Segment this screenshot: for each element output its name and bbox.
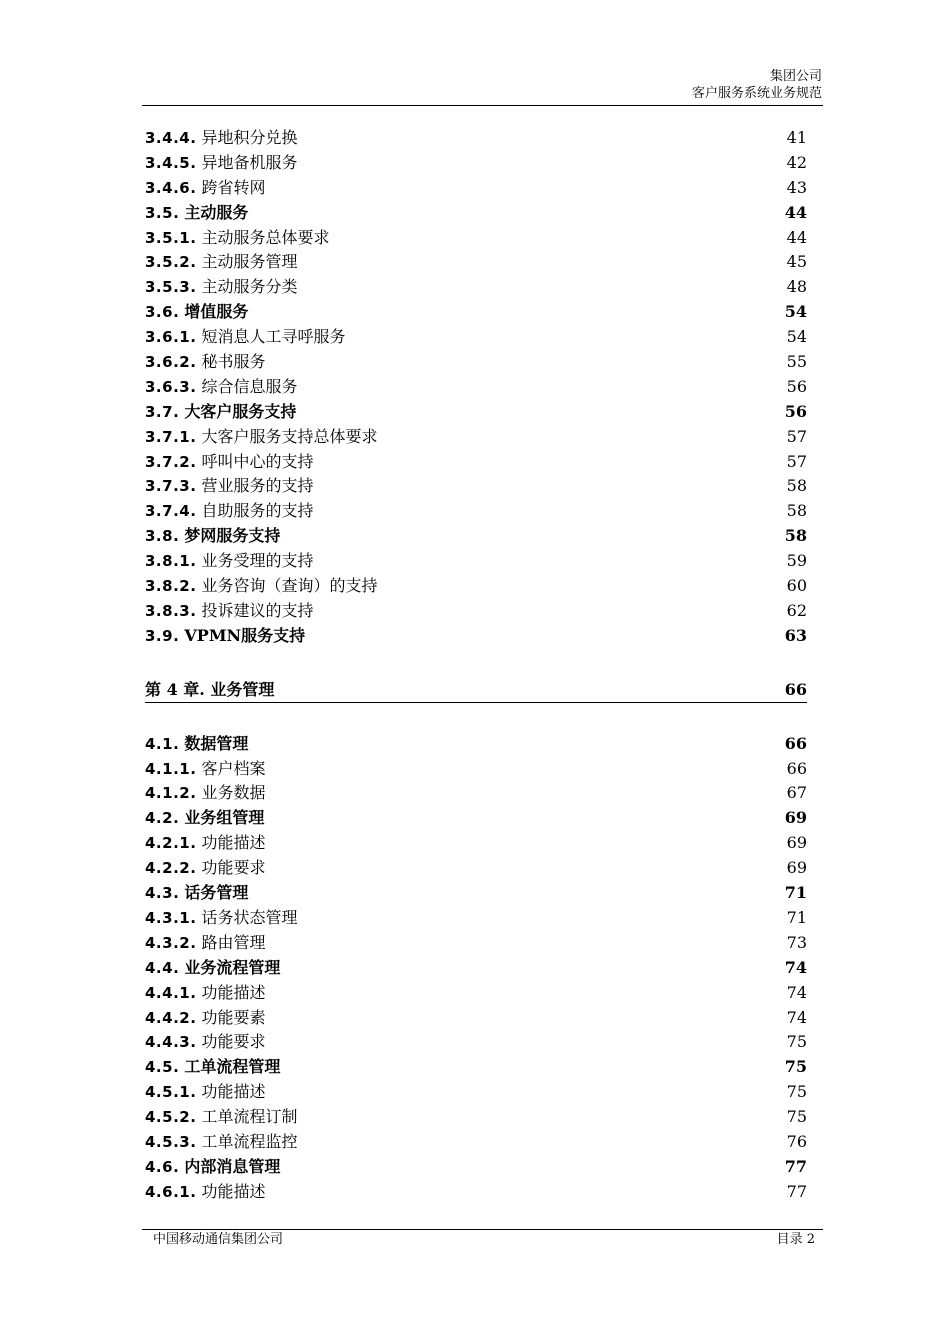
toc-entry-number: 3.4.5. bbox=[145, 153, 197, 172]
toc-entry[interactable] bbox=[145, 350, 807, 375]
toc-entry-number: 4.2.1. bbox=[145, 834, 197, 853]
toc-entry-number: 4.4.3. bbox=[145, 1033, 197, 1052]
toc-entry-number: 3.7.2. bbox=[145, 452, 197, 471]
toc-entry[interactable] bbox=[145, 1155, 807, 1180]
toc-entry[interactable] bbox=[145, 981, 807, 1006]
toc-entry[interactable] bbox=[145, 856, 807, 881]
toc-entry-page: 69 bbox=[784, 808, 807, 828]
toc-entry-page: 57 bbox=[786, 426, 807, 446]
toc-entry-title: 主动服务总体要求 bbox=[201, 227, 330, 247]
toc-entry-number: 3.6. bbox=[145, 303, 180, 322]
toc-entry-title: 话务管理 bbox=[184, 883, 249, 903]
toc-entry-title: 业务咨询（查询）的支持 bbox=[201, 576, 378, 596]
toc-entry-page: 76 bbox=[786, 1131, 807, 1151]
toc-entry-number: 4.4.1. bbox=[145, 983, 197, 1002]
toc-entry[interactable] bbox=[145, 201, 807, 226]
toc-entry-title: 增值服务 bbox=[184, 302, 249, 322]
toc-entry-title: 主动服务 bbox=[184, 202, 249, 222]
toc-entry[interactable] bbox=[145, 574, 807, 599]
toc-entry-number: 4.1.2. bbox=[145, 784, 197, 803]
toc-entry-title: 内部消息管理 bbox=[184, 1156, 281, 1176]
toc-entry-page: 75 bbox=[786, 1082, 807, 1102]
toc-entry-page: 75 bbox=[784, 1057, 807, 1077]
toc-entry-title: 功能描述 bbox=[201, 982, 266, 1002]
toc-entry[interactable] bbox=[145, 151, 807, 176]
footer-page-label: 目录 2 bbox=[776, 1232, 815, 1247]
toc-entry[interactable] bbox=[145, 806, 807, 831]
toc-entry-number: 3.5.1. bbox=[145, 228, 197, 247]
toc-entry-title: 主动服务分类 bbox=[201, 277, 298, 297]
toc-entry-number: 4.3.2. bbox=[145, 933, 197, 952]
toc-entry-page: 60 bbox=[786, 576, 807, 596]
toc-entry-title: 异地积分兑换 bbox=[201, 128, 298, 147]
toc-chapter-entry[interactable] bbox=[145, 678, 807, 703]
toc-entry[interactable] bbox=[145, 906, 807, 931]
toc-entry-page: 42 bbox=[786, 152, 807, 172]
toc-entry-number: 4.2.2. bbox=[145, 859, 197, 878]
toc-entry-page: 69 bbox=[786, 833, 807, 853]
toc-entry-number: 3.7.3. bbox=[145, 477, 197, 496]
toc-entry-page: 44 bbox=[786, 227, 807, 247]
toc-entry-number: 4.4.2. bbox=[145, 1008, 197, 1027]
toc-entry-number: 3.9. bbox=[145, 626, 180, 645]
toc-entry-number: 4.6.1. bbox=[145, 1182, 197, 1201]
toc-entry-title: 工单流程订制 bbox=[201, 1107, 298, 1127]
toc-entry[interactable] bbox=[145, 624, 807, 649]
toc-entry-number: 3.8.3. bbox=[145, 601, 197, 620]
toc-entry[interactable] bbox=[145, 1030, 807, 1055]
toc-entry-number: 3.7. bbox=[145, 402, 180, 421]
toc-entry-page: 66 bbox=[784, 733, 807, 753]
toc-entry[interactable] bbox=[145, 1180, 807, 1205]
toc-entry-title: 功能描述 bbox=[201, 1082, 266, 1102]
toc-entry-number: 3.6.3. bbox=[145, 377, 197, 396]
toc-entry-number: 4.3.1. bbox=[145, 908, 197, 927]
toc-entry-number: 4.1.1. bbox=[145, 759, 197, 778]
toc-entry-title: 短消息人工寻呼服务 bbox=[201, 327, 346, 347]
toc-entry-number: 3.4.6. bbox=[145, 178, 197, 197]
table-of-contents bbox=[145, 126, 807, 1205]
toc-entry-title: 功能描述 bbox=[201, 833, 266, 853]
toc-entry-page: 56 bbox=[786, 376, 807, 396]
toc-entry-title: 主动服务管理 bbox=[201, 252, 298, 272]
toc-entry-title: 大客户服务支持总体要求 bbox=[201, 426, 378, 446]
toc-entry-title: 功能要素 bbox=[201, 1007, 266, 1027]
toc-entry-number: 4.6. bbox=[145, 1157, 180, 1176]
toc-entry[interactable] bbox=[145, 732, 807, 757]
toc-entry[interactable] bbox=[145, 400, 807, 425]
toc-entry-number: 3.8.2. bbox=[145, 577, 197, 596]
toc-entry-page: 77 bbox=[786, 1181, 807, 1201]
header-divider bbox=[142, 105, 823, 106]
toc-entry[interactable] bbox=[145, 275, 807, 300]
toc-entry-page: 69 bbox=[786, 858, 807, 878]
toc-entry-page: 74 bbox=[786, 1007, 807, 1027]
toc-entry-number: 3.5.2. bbox=[145, 253, 197, 272]
toc-entry-title: 工单流程管理 bbox=[184, 1057, 281, 1077]
toc-entry-number: 3.6.1. bbox=[145, 328, 197, 347]
toc-entry-page: 66 bbox=[786, 758, 807, 778]
toc-entry-page: 71 bbox=[786, 907, 807, 927]
toc-entry[interactable] bbox=[145, 549, 807, 574]
toc-entry-page: 57 bbox=[786, 451, 807, 471]
toc-entry-title: 大客户服务支持 bbox=[184, 401, 297, 421]
footer-divider bbox=[142, 1229, 823, 1230]
toc-spacer bbox=[145, 703, 807, 732]
chapter-title: 第 4 章. 业务管理 bbox=[145, 679, 275, 699]
toc-entry[interactable] bbox=[145, 1055, 807, 1080]
toc-entry-title: 呼叫中心的支持 bbox=[201, 451, 314, 471]
toc-entry[interactable] bbox=[145, 474, 807, 499]
toc-entry[interactable] bbox=[145, 300, 807, 325]
chapter-page-number: 66 bbox=[784, 679, 807, 699]
header-company: 集团公司 bbox=[769, 69, 822, 84]
header-doc-title: 客户服务系统业务规范 bbox=[691, 86, 822, 101]
toc-entry-title: 营业服务的支持 bbox=[201, 476, 314, 496]
toc-entry-page: 71 bbox=[784, 883, 807, 903]
toc-entry-title: 秘书服务 bbox=[201, 352, 266, 372]
toc-entry-title: 投诉建议的支持 bbox=[201, 600, 314, 620]
toc-entry-title: 路由管理 bbox=[201, 932, 266, 952]
toc-entry-page: 48 bbox=[786, 277, 807, 297]
toc-entry-title: 自助服务的支持 bbox=[201, 501, 314, 521]
toc-entry[interactable] bbox=[145, 831, 807, 856]
toc-entry-title: VPMN服务支持 bbox=[184, 625, 306, 645]
toc-entry-page: 59 bbox=[786, 551, 807, 571]
toc-spacer bbox=[145, 649, 807, 678]
toc-entry[interactable] bbox=[145, 599, 807, 624]
toc-entry-page: 54 bbox=[786, 327, 807, 347]
toc-entry-page: 77 bbox=[784, 1156, 807, 1176]
toc-entry[interactable] bbox=[145, 1080, 807, 1105]
toc-entry-number: 4.3. bbox=[145, 884, 180, 903]
toc-entry[interactable] bbox=[145, 757, 807, 782]
toc-entry-number: 4.2. bbox=[145, 809, 180, 828]
toc-entry-title: 综合信息服务 bbox=[201, 376, 298, 396]
toc-entry-page: 41 bbox=[786, 128, 807, 147]
toc-entry[interactable] bbox=[145, 176, 807, 201]
toc-entry[interactable] bbox=[145, 226, 807, 251]
toc-entry-number: 4.5.3. bbox=[145, 1132, 197, 1151]
toc-entry-page: 45 bbox=[786, 252, 807, 272]
toc-entry[interactable] bbox=[145, 499, 807, 524]
toc-entry-title: 功能要求 bbox=[201, 858, 266, 878]
toc-entry-page: 63 bbox=[784, 625, 807, 645]
toc-entry-number: 3.8.1. bbox=[145, 552, 197, 571]
page-header bbox=[142, 68, 822, 102]
toc-section-4 bbox=[145, 732, 807, 1205]
toc-entry[interactable] bbox=[145, 325, 807, 350]
toc-entry-page: 73 bbox=[786, 932, 807, 952]
toc-entry[interactable] bbox=[145, 1105, 807, 1130]
toc-entry-title: 数据管理 bbox=[184, 733, 249, 753]
toc-entry-page: 56 bbox=[784, 401, 807, 421]
footer-company: 中国移动通信集团公司 bbox=[153, 1232, 284, 1247]
toc-entry[interactable] bbox=[145, 450, 807, 475]
toc-entry-title: 客户档案 bbox=[201, 758, 266, 778]
toc-entry-page: 58 bbox=[784, 526, 807, 546]
toc-entry-page: 44 bbox=[784, 202, 807, 222]
toc-entry-title: 业务受理的支持 bbox=[201, 551, 314, 571]
toc-entry-number: 3.4.4. bbox=[145, 129, 197, 147]
toc-entry-title: 跨省转网 bbox=[201, 177, 266, 197]
toc-entry-title: 业务组管理 bbox=[184, 808, 265, 828]
toc-section-3 bbox=[145, 126, 807, 649]
toc-entry-page: 58 bbox=[786, 501, 807, 521]
toc-entry-page: 74 bbox=[786, 982, 807, 1002]
toc-entry-number: 3.7.4. bbox=[145, 502, 197, 521]
toc-entry[interactable] bbox=[145, 1130, 807, 1155]
toc-entry-title: 工单流程监控 bbox=[201, 1131, 298, 1151]
toc-entry-page: 58 bbox=[786, 476, 807, 496]
toc-entry-page: 74 bbox=[784, 957, 807, 977]
toc-entry-page: 54 bbox=[784, 302, 807, 322]
toc-entry-number: 4.5.2. bbox=[145, 1108, 197, 1127]
toc-entry-title: 梦网服务支持 bbox=[184, 526, 281, 546]
toc-entry-title: 异地备机服务 bbox=[201, 152, 298, 172]
toc-entry-page: 67 bbox=[786, 783, 807, 803]
toc-entry-title: 功能要求 bbox=[201, 1032, 266, 1052]
toc-entry-number: 3.5. bbox=[145, 203, 180, 222]
toc-entry[interactable] bbox=[145, 956, 807, 981]
toc-entry-number: 3.7.1. bbox=[145, 427, 197, 446]
toc-entry[interactable] bbox=[145, 781, 807, 806]
toc-entry[interactable] bbox=[145, 1006, 807, 1031]
toc-entry[interactable] bbox=[145, 524, 807, 549]
toc-entry[interactable] bbox=[145, 425, 807, 450]
toc-entry-number: 3.6.2. bbox=[145, 353, 197, 372]
toc-entry-number: 3.5.3. bbox=[145, 278, 197, 297]
toc-entry[interactable] bbox=[145, 126, 807, 151]
toc-entry-number: 4.1. bbox=[145, 734, 180, 753]
toc-entry-number: 4.4. bbox=[145, 958, 180, 977]
toc-entry-number: 3.8. bbox=[145, 527, 180, 546]
toc-entry-page: 75 bbox=[786, 1032, 807, 1052]
toc-entry-title: 话务状态管理 bbox=[201, 907, 298, 927]
toc-entry-number: 4.5. bbox=[145, 1058, 180, 1077]
toc-entry[interactable] bbox=[145, 931, 807, 956]
toc-entry-title: 业务数据 bbox=[201, 783, 266, 803]
toc-entry-title: 功能描述 bbox=[201, 1181, 266, 1201]
toc-entry-page: 75 bbox=[786, 1107, 807, 1127]
toc-entry-page: 62 bbox=[786, 600, 807, 620]
toc-entry-title: 业务流程管理 bbox=[184, 957, 281, 977]
toc-entry[interactable] bbox=[145, 881, 807, 906]
toc-entry-page: 43 bbox=[786, 177, 807, 197]
toc-entry-number: 4.5.1. bbox=[145, 1083, 197, 1102]
toc-entry[interactable] bbox=[145, 250, 807, 275]
toc-entry-page: 55 bbox=[786, 352, 807, 372]
toc-entry[interactable] bbox=[145, 375, 807, 400]
